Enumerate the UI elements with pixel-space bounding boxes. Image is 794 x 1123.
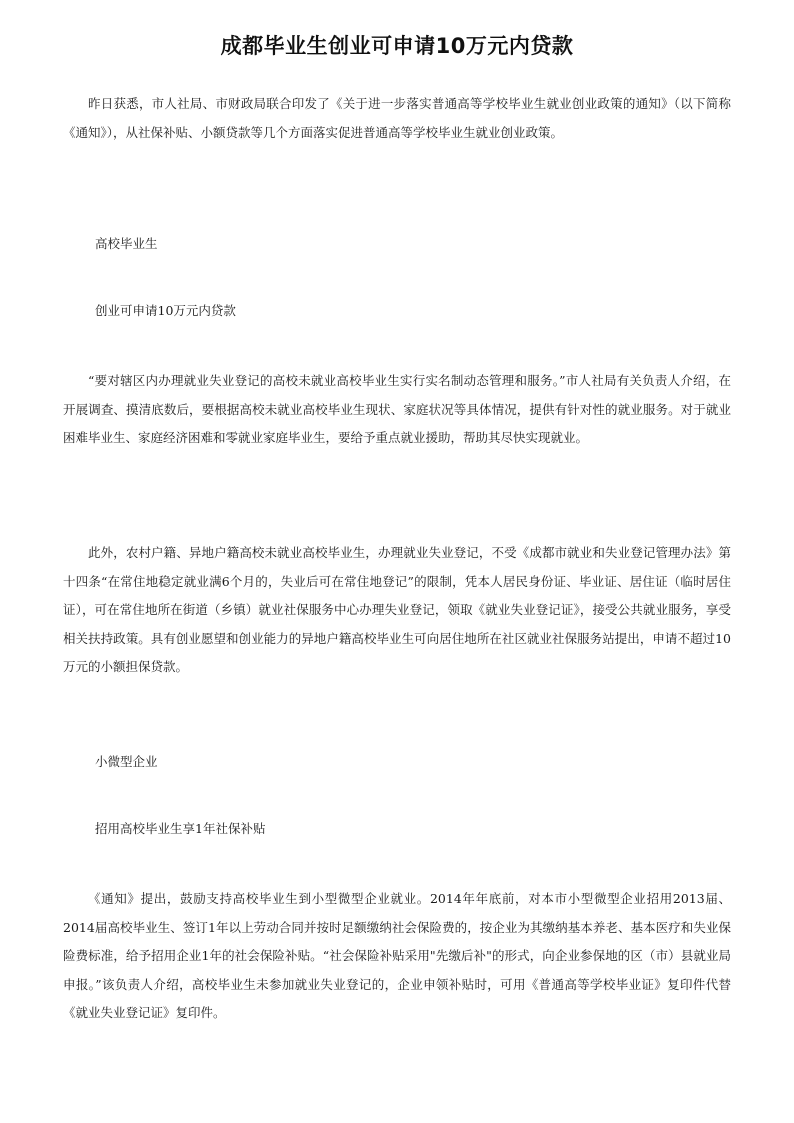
section-subheading-subsidy: 招用高校毕业生享1年社保补贴 (95, 821, 266, 836)
paragraph-household: 此外，农村户籍、异地户籍高校未就业高校毕业生，办理就业失业登记，不受《成都市就业和失业登记管理办法》第十四条“在常住地稳定就业满6个月的，失业后可在常住地登记”的限制，凭本人居民身份证、毕业证、居住证（临时居住证），可在常住地所在街道（乡镇）就业社保服务中心办理失业登记，领取《就业失业登记证》，接受公共就业服务，享受相关扶持政策。具有创业愿望和创业能力的异地户籍高校毕业生可向居住地所在社区就业社保服务站提出，申请不超过10万元的小额担保贷款。 (63, 545, 731, 674)
paragraph-registration: “要对辖区内办理就业失业登记的高校未就业高校毕业生实行实名制动态管理和服务。”市人社局有关负责人介绍，在开展调查、摸清底数后，要根据高校未就业高校毕业生现状、家庭状况等具体情况，提供有针对性的就业服务。对于就业困难毕业生、家庭经济困难和零就业家庭毕业生，要给予重点就业援助，帮助其尽快实现就业。 (63, 373, 731, 445)
section-heading-small-enterprises: 小微型企业 (95, 754, 158, 769)
document-title: 成都毕业生创业可申请10万元内贷款 (220, 34, 574, 58)
paragraph-intro: 昨日获悉，市人社局、市财政局联合印发了《关于进一步落实普通高等学校毕业生就业创业政策的通知》（以下简称《通知》），从社保补贴、小额贷款等几个方面落实促进普通高等学校毕业生就业创业政策。 (63, 96, 731, 140)
paragraph-subsidy: 《通知》提出，鼓励支持高校毕业生到小型微型企业就业。2014年年底前，对本市小型微型企业招用2013届、2014届高校毕业生、签订1年以上劳动合同并按时足额缴纳社会保险费的，按企业为其缴纳基本养老、基本医疗和失业保险费标准，给予招用企业1年的社会保险补贴。“社会保险补贴采用"先缴后补"的形式，向企业参保地的区（市）县就业局申报。”该负责人介绍，高校毕业生未参加就业失业登记的，企业申领补贴时，可用《普通高等学校毕业证》复印件代替《就业失业登记证》复印件。 (63, 891, 731, 1020)
section-subheading-loan: 创业可申请10万元内贷款 (95, 303, 236, 318)
section-heading-graduates: 高校毕业生 (95, 236, 158, 251)
